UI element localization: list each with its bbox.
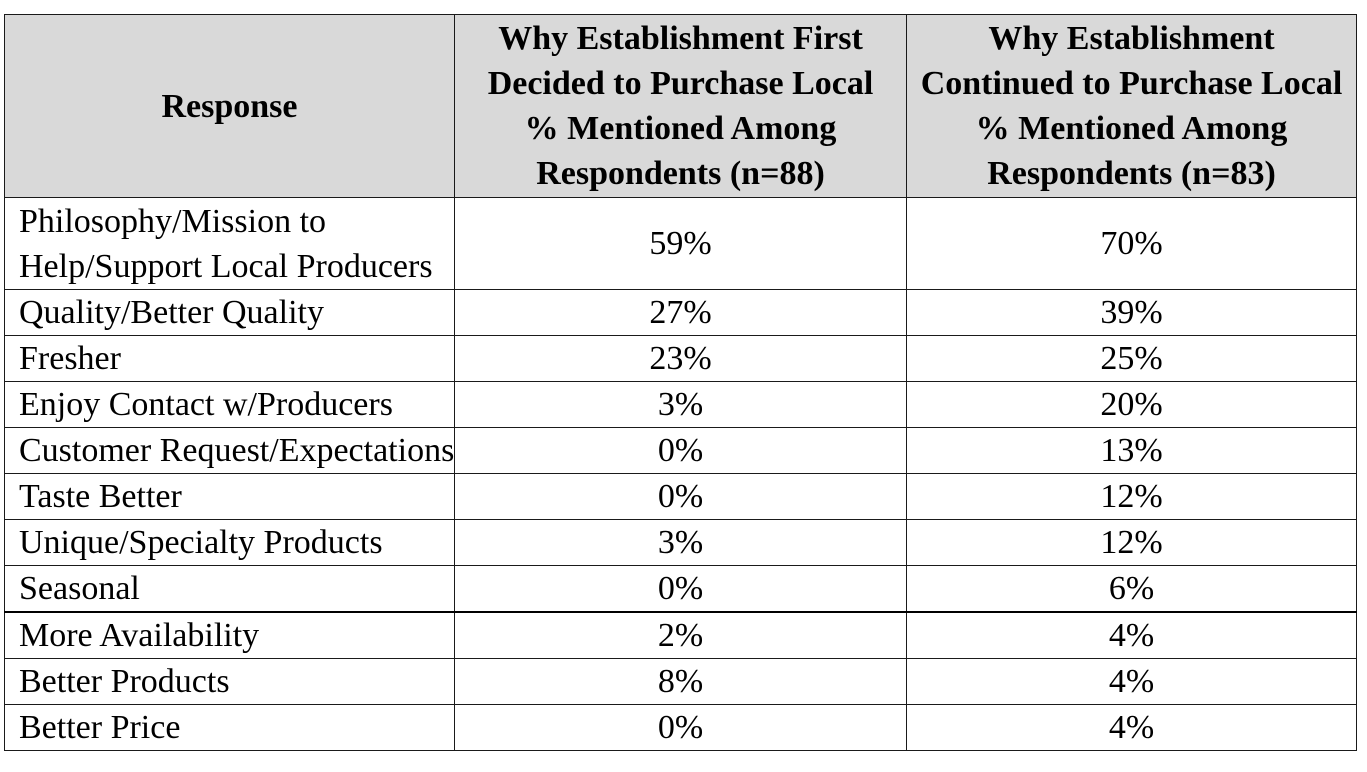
continued-purchase-value: 13% — [907, 428, 1357, 474]
row-label — [5, 198, 455, 290]
row-label-line: Customer Request/Expectations — [19, 432, 455, 469]
row-label — [5, 612, 455, 659]
table-row — [5, 428, 1357, 474]
row-label-line: Philosophy/Mission to — [19, 202, 327, 240]
row-label-line: Better Products — [19, 663, 230, 700]
first-purchase-value: 23% — [455, 336, 907, 382]
row-label-line: More Availability — [19, 617, 260, 654]
row-label — [5, 566, 455, 613]
row-label — [5, 705, 455, 751]
first-purchase-value: 2% — [455, 612, 907, 659]
table-row — [5, 382, 1357, 428]
first-purchase-value: 0% — [455, 566, 907, 613]
data-table-container — [4, 14, 1356, 751]
first-purchase-value: 0% — [455, 428, 907, 474]
row-label-line: Help/Support Local Producers — [19, 247, 433, 285]
continued-purchase-value: 70% — [907, 198, 1357, 290]
first-purchase-value: 27% — [455, 290, 907, 336]
first-purchase-value: 0% — [455, 474, 907, 520]
header-row — [5, 15, 1357, 198]
row-label — [5, 336, 455, 382]
continued-purchase-value: 20% — [907, 382, 1357, 428]
first-purchase-value: 3% — [455, 520, 907, 566]
table-row — [5, 659, 1357, 705]
header-line: % Mentioned Among — [975, 110, 1288, 147]
first-purchase-value: 59% — [455, 198, 907, 290]
header-line: Decided to Purchase Local — [487, 65, 874, 102]
header-line: Respondents (n=88) — [536, 155, 825, 192]
row-label — [5, 474, 455, 520]
row-label — [5, 520, 455, 566]
continued-purchase-value: 6% — [907, 566, 1357, 613]
table-row — [5, 566, 1357, 613]
header-response — [5, 15, 455, 198]
continued-purchase-value: 4% — [907, 659, 1357, 705]
table-row — [5, 198, 1357, 290]
continued-purchase-value: 12% — [907, 520, 1357, 566]
table-row — [5, 612, 1357, 659]
row-label — [5, 290, 455, 336]
first-purchase-value: 8% — [455, 659, 907, 705]
continued-purchase-value: 4% — [907, 612, 1357, 659]
table-row — [5, 336, 1357, 382]
table-body — [5, 198, 1357, 751]
table-row — [5, 474, 1357, 520]
row-label — [5, 659, 455, 705]
table-row — [5, 705, 1357, 751]
header-line: % Mentioned Among — [524, 110, 837, 147]
table-row — [5, 290, 1357, 336]
row-label-line: Enjoy Contact w/Producers — [19, 386, 393, 423]
purchase-local-reasons-table — [4, 14, 1357, 751]
row-label — [5, 428, 455, 474]
continued-purchase-value: 25% — [907, 336, 1357, 382]
continued-purchase-value: 39% — [907, 290, 1357, 336]
header-line: Why Establishment — [988, 20, 1275, 57]
continued-purchase-value: 12% — [907, 474, 1357, 520]
row-label-line: Fresher — [19, 340, 121, 377]
row-label-line: Taste Better — [19, 478, 182, 515]
row-label-line: Seasonal — [19, 570, 140, 607]
header-line: Continued to Purchase Local — [920, 65, 1343, 102]
header-line: Respondents (n=83) — [987, 155, 1276, 192]
header-continued-purchase — [907, 15, 1357, 198]
header-line: Why Establishment First — [498, 20, 863, 57]
table-row — [5, 520, 1357, 566]
first-purchase-value: 3% — [455, 382, 907, 428]
row-label — [5, 382, 455, 428]
continued-purchase-value: 4% — [907, 705, 1357, 751]
header-line: Response — [161, 87, 298, 125]
first-purchase-value: 0% — [455, 705, 907, 751]
row-label-line: Quality/Better Quality — [19, 294, 324, 331]
row-label-line: Unique/Specialty Products — [19, 524, 383, 561]
row-label-line: Better Price — [19, 709, 181, 746]
header-first-purchase — [455, 15, 907, 198]
